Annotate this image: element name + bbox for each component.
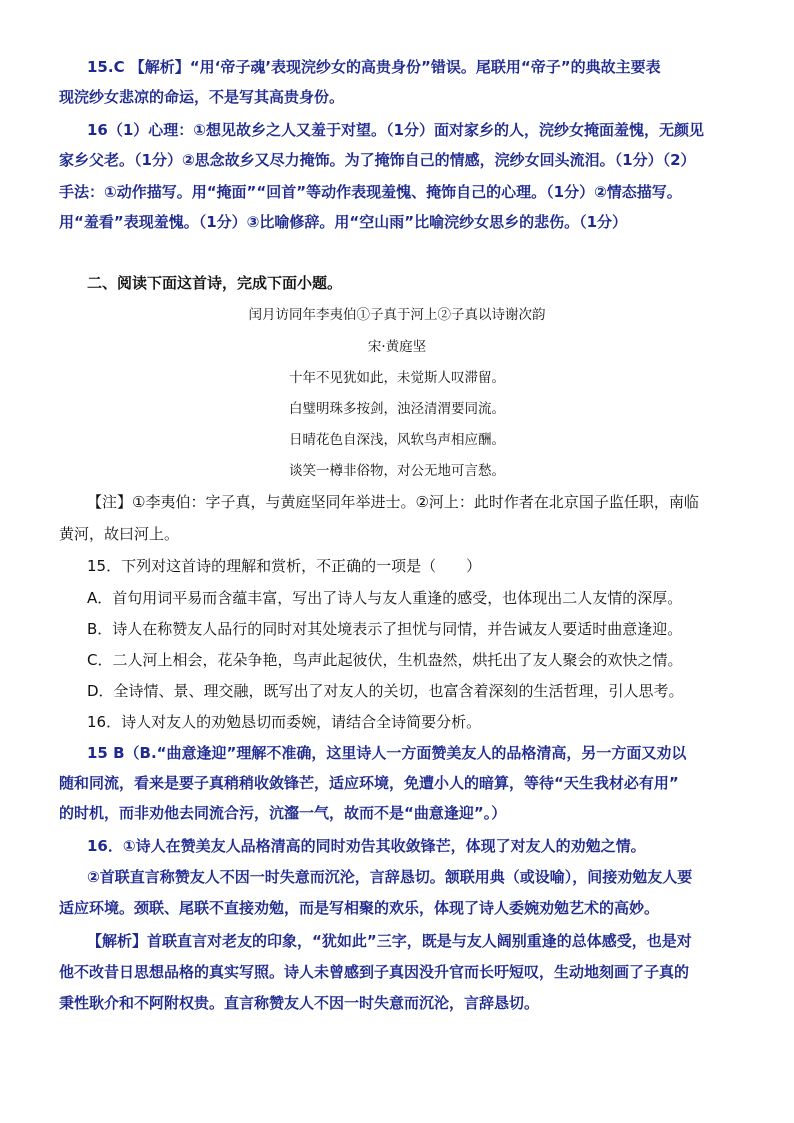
question-15: 15．下列对这首诗的理解和赏析，不正确的一项是（ ） xyxy=(87,557,482,575)
answer-16-line-3: 手法：①动作描写。用“掩面”“回首”等动作表现羞愧、掩饰自己的心理。（1分）②情态描写。 xyxy=(59,183,682,201)
answer-16-line-4: 用“羞看”表现羞愧。（1分）③比喻修辞。用“空山雨”比喻浣纱女思乡的悲伤。（1分） xyxy=(59,213,628,231)
analysis-line-3: 秉性耿介和不阿附权贵。直言称赞友人不因一时失意而沉沦，言辞恳切。 xyxy=(59,994,540,1012)
answer-15c-line-2: 现浣纱女悲凉的命运，不是写其高贵身份。 xyxy=(59,88,345,106)
answer-16-point-1: 16．①诗人在赞美友人品格清高的同时劝告其收敛锋芒，体现了对友人的劝勉之情。 xyxy=(87,837,646,855)
answer-15c-line-1: 15.C 【解析】“用‘帝子魂’表现浣纱女的高贵身份”错误。尾联用“帝子”的典故主要表 xyxy=(87,58,661,76)
answer-15b-line-3: 的时机，而非劝他去同流合污，沆瀣一气，故而不是“曲意逢迎”。） xyxy=(59,804,507,822)
answer-16-point-2-line-1: ②首联直言称赞友人不因一时失意而沉沦，言辞恳切。颔联用典（或设喻），间接劝勉友人要 xyxy=(87,868,693,886)
note-line-2: 黄河，故曰河上。 xyxy=(59,525,180,543)
poem-line: 日晴花色自深浅，风软鸟声相应酬。 xyxy=(289,432,505,448)
answer-15b-line-1: 15 B（B.“曲意逢迎”理解不准确，这里诗人一方面赞美友人的品格清高，另一方面又劝以 xyxy=(87,744,687,762)
poem-title: 闰月访同年李夷伯①子真于河上②子真以诗谢次韵 xyxy=(248,307,546,323)
option-d: D．全诗情、景、理交融，既写出了对友人的关切，也富含着深刻的生活哲理，引人思考。 xyxy=(87,682,684,700)
analysis-line-2: 他不改昔日思想品格的真实写照。诗人未曾感到子真因没升官而长吁短叹，生动地刻画了子真的 xyxy=(59,963,690,981)
option-c: C．二人河上相会，花朵争艳，鸟声此起彼伏，生机盎然，烘托出了友人聚会的欢快之情。 xyxy=(87,651,683,669)
option-a: A．首句用词平易而含蕴丰富，写出了诗人与友人重逢的感受，也体现出二人友情的深厚。 xyxy=(87,589,683,607)
poem-line: 谈笑一樽非俗物，对公无地可言愁。 xyxy=(289,463,505,479)
answer-15b-line-2: 随和同流，看来是要子真稍稍收敛锋芒，适应环境，免遭小人的暗算，等待“天生我材必有用” xyxy=(59,774,679,792)
poem-line: 白璧明珠多按剑，浊泾清渭要同流。 xyxy=(289,401,505,417)
answer-16-point-2-line-2: 适应环境。颈联、尾联不直接劝勉，而是写相聚的欢乐，体现了诗人委婉劝勉艺术的高妙。 xyxy=(59,899,660,917)
analysis-line-1: 【解析】首联直言对老友的印象，“犹如此”三字，既是与友人阔别重逢的总体感受，也是对 xyxy=(87,932,692,950)
note-line-1: 【注】①李夷伯：字子真，与黄庭坚同年举进士。②河上：此时作者在北京国子监任职，南临 xyxy=(87,493,699,511)
answer-16-line-1: 16（1）心理：①想见故乡之人又羞于对望。（1分）面对家乡的人，浣纱女掩面羞愧，无颜见 xyxy=(87,121,704,139)
section-heading: 二、阅读下面这首诗，完成下面小题。 xyxy=(87,274,343,292)
poem-author: 宋·黄庭坚 xyxy=(367,339,427,355)
poem-line: 十年不见犹如此，未觉斯人叹滞留。 xyxy=(289,370,505,386)
question-16: 16．诗人对友人的劝勉恳切而委婉，请结合全诗简要分析。 xyxy=(87,713,482,731)
option-b: B．诗人在称赞友人品行的同时对其处境表示了担忧与同情，并告诫友人要适时曲意逢迎。 xyxy=(87,620,683,638)
answer-16-line-2: 家乡父老。（1分）②思念故乡又尽力掩饰。为了掩饰自己的情感，浣纱女回头流泪。（1分）（2） xyxy=(59,151,696,169)
